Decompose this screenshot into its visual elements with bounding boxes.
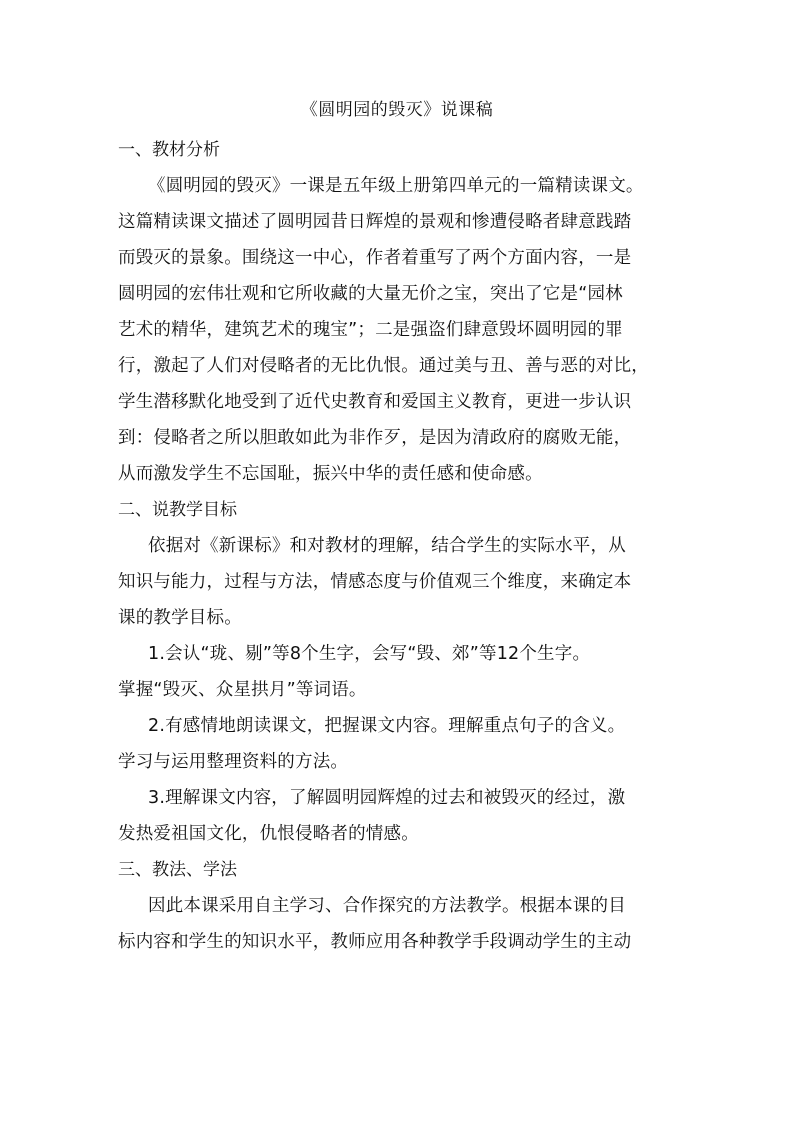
paragraph-line: 课的教学目标。 [118,608,242,628]
goal-item-line: 学习与运用整理资料的方法。 [118,752,349,772]
paragraph-line: 学生潜移默化地受到了近代史教育和爱国主义教育，更进一步认识 [118,392,632,412]
paragraph-line: 标内容和学生的知识水平，教师应用各种教学手段调动学生的主动 [118,932,632,952]
paragraph-line: 这篇精读课文描述了圆明园昔日辉煌的景观和惨遭侵略者肆意践踏 [118,212,632,232]
goal-item-line: 掌握“毁灭、众星拱月”等词语。 [118,680,367,700]
paragraph-line: 依据对《新课标》和对教材的理解，结合学生的实际水平，从 [148,536,626,556]
goal-item-line: 1.会认“珑、剔”等8个生字，会写“毁、郊”等12个生字。 [148,644,591,664]
goal-item-line: 3.理解课文内容，了解圆明园辉煌的过去和被毁灭的经过，激 [148,788,626,808]
paragraph-line: 从而激发学生不忘国耻，振兴中华的责任感和使命感。 [118,464,543,484]
document-title: 《圆明园的毁灭》说课稿 [300,100,494,120]
paragraph-line: 圆明园的宏伟壮观和它所收藏的大量无价之宝，突出了它是“园林 [118,284,623,304]
paragraph-line: 行，激起了人们对侵略者的无比仇恨。通过美与丑、善与恶的对比， [118,356,649,376]
paragraph-line: 知识与能力，过程与方法，情感态度与价值观三个维度，来确定本 [118,572,632,592]
paragraph-line: 因此本课采用自主学习、合作探究的方法教学。根据本课的目 [148,896,626,916]
goal-item-line: 2.有感情地朗读课文，把握课文内容。理解重点句子的含义。 [148,716,626,736]
document-body [118,132,688,960]
goal-item-line: 发热爱祖国文化，仇恨侵略者的情感。 [118,824,419,844]
paragraph-line: 而毁灭的景象。围绕这一中心，作者着重写了两个方面内容，一是 [118,248,632,268]
section-heading-teaching-goals: 二、说教学目标 [118,500,237,520]
section-heading-textbook-analysis: 一、教材分析 [118,140,220,160]
section-heading-methods: 三、教法、学法 [118,860,237,880]
paragraph-line: 艺术的精华，建筑艺术的瑰宝”；二是强盗们肆意毁坏圆明园的罪 [118,320,623,340]
paragraph-line: 到：侵略者之所以胆敢如此为非作歹，是因为清政府的腐败无能， [118,428,632,448]
paragraph-line: 《圆明园的毁灭》一课是五年级上册第四单元的一篇精读课文。 [148,176,644,196]
